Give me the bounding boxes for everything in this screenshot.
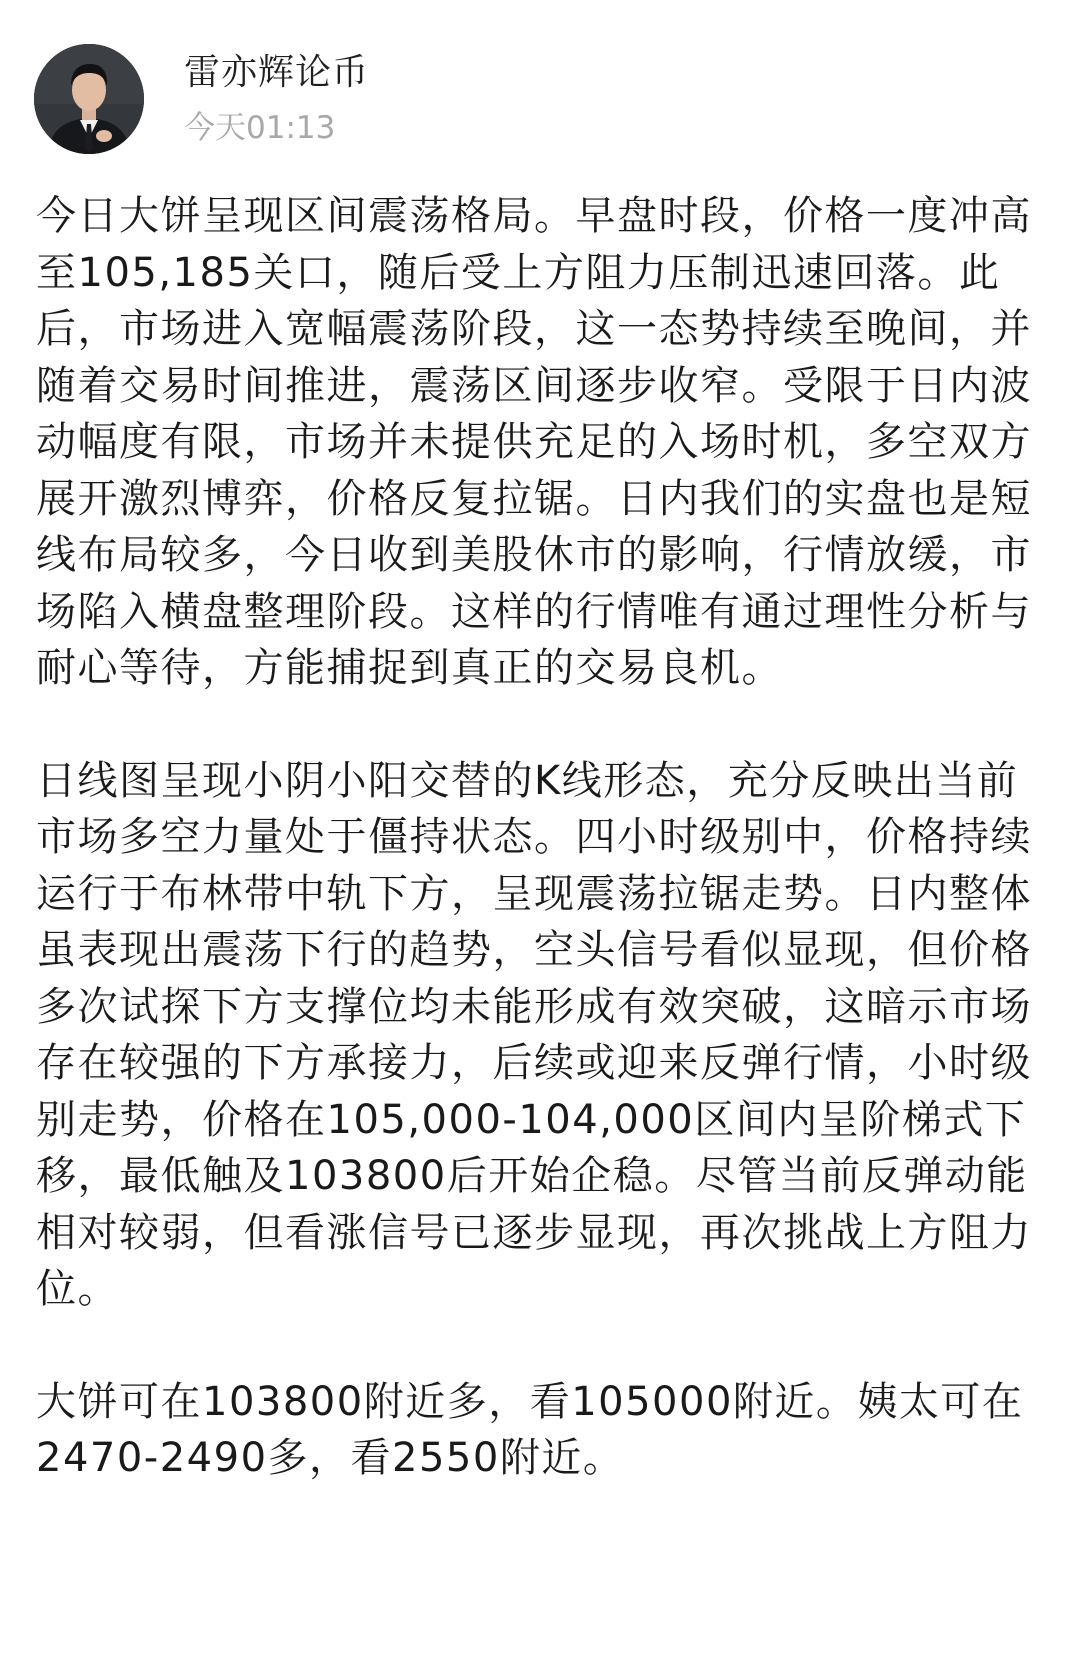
author-name[interactable]: 雷亦辉论币	[184, 52, 370, 93]
post-time: 今天01:13	[184, 110, 336, 146]
avatar[interactable]	[34, 44, 144, 154]
post-body	[36, 188, 1036, 1487]
post-paragraph-3: 大饼可在103800附近多，看105000附近。姨太可在2470-2490多，看2550附近。	[36, 1378, 1024, 1481]
post-paragraph-1: 今日大饼呈现区间震荡格局。早盘时段，价格一度冲高至105,185关口，随后受上方阻力压制迅速回落。此后，市场进入宽幅震荡阶段，这一态势持续至晚间，并随着交易时间推进，震荡区间逐步收窄。受限于日内波动幅度有限，市场并未提供充足的入场时机，多空双方展开激烈博弈，价格反复拉锯。日内我们的实盘也是短线布局较多，今日收到美股休市的影响，行情放缓，市场陷入横盘整理阶段。这样的行情唯有通过理性分析与耐心等待，方能捕捉到真正的交易良机。	[36, 193, 1032, 691]
author-block	[184, 51, 369, 147]
post-header	[34, 44, 369, 154]
avatar-portrait-icon	[34, 44, 144, 154]
post-paragraph-2: 日线图呈现小阴小阳交替的K线形态，充分反映出当前市场多空力量处于僵持状态。四小时级别中，价格持续运行于布林带中轨下方，呈现震荡拉锯走势。日内整体虽表现出震荡下行的趋势，空头信号看似显现，但价格多次试探下方支撑位均未能形成有效突破，这暗示市场存在较强的下方承接力，后续或迎来反弹行情，小时级别走势，价格在105,000-104,000区间内呈阶梯式下移，最低触及103800后开始企稳。尽管当前反弹动能相对较弱，但看涨信号已逐步显现，再次挑战上方阻力位。	[36, 757, 1032, 1312]
